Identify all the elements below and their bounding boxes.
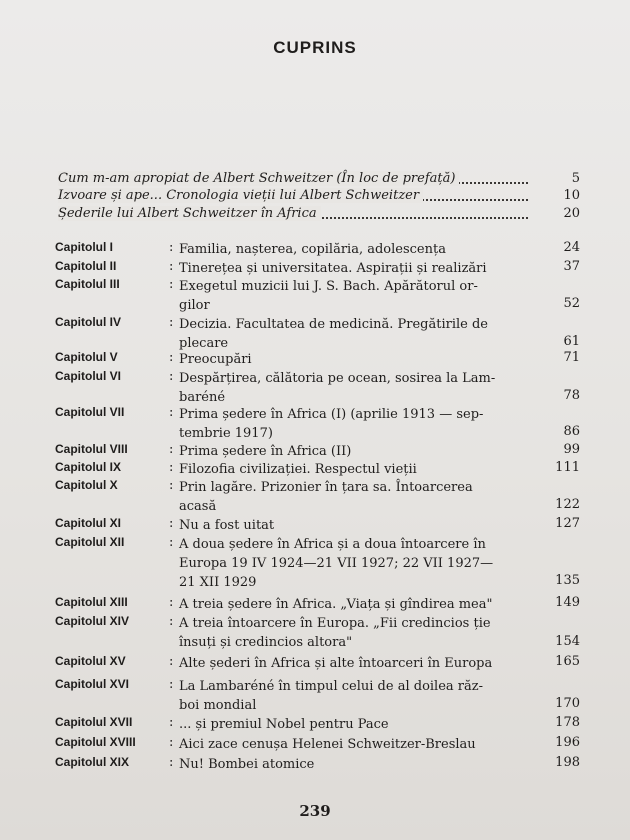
chapter-label: Capitolul XII	[55, 535, 125, 549]
separator-colon: :	[169, 478, 174, 493]
chapter-title	[179, 614, 539, 652]
chapter-label: Capitolul XVI	[55, 677, 130, 691]
chapter-title-line: însuți și credincios altora"	[179, 635, 353, 650]
chapter-title-line: Despărțirea, călătoria pe ocean, sosirea la Lam-	[179, 371, 496, 386]
chapter-page-number: 178	[555, 715, 580, 730]
chapter-title-line: Nu! Bombei atomice	[179, 757, 315, 772]
intro-entry-title: Cum m-am apropiat de Albert Schweitzer (În loc de prefață)	[58, 171, 459, 186]
chapter-page-number: 99	[563, 442, 580, 457]
chapter-title	[179, 535, 539, 592]
chapter-title	[179, 405, 539, 443]
chapter-label: Capitolul III	[55, 277, 120, 291]
intro-entry	[58, 206, 528, 221]
chapter-label: Capitolul VI	[55, 369, 121, 383]
chapter-title	[179, 259, 539, 278]
chapter-title-line: plecare	[179, 336, 229, 351]
separator-colon: :	[169, 535, 174, 550]
chapter-label: Capitolul XVII	[55, 715, 133, 729]
chapter-title-line: Filozofia civilizației. Respectul vieții	[179, 462, 417, 477]
separator-colon: :	[169, 240, 174, 255]
separator-colon: :	[169, 654, 174, 669]
chapter-title-line: ... și premiul Nobel pentru Pace	[179, 717, 389, 732]
chapter-title	[179, 442, 539, 461]
chapter-page-number: 122	[555, 497, 580, 512]
chapter-title	[179, 350, 539, 369]
separator-colon: :	[169, 277, 174, 292]
chapter-label: Capitolul IV	[55, 315, 121, 329]
separator-colon: :	[169, 405, 174, 420]
page-number: 239	[299, 802, 331, 820]
chapter-label: Capitolul XIII	[55, 595, 128, 609]
chapter-label: Capitolul XI	[55, 516, 121, 530]
chapter-page-number: 135	[555, 573, 580, 588]
separator-colon: :	[169, 442, 174, 457]
chapter-label: Capitolul I	[55, 240, 113, 254]
chapter-page-number: 52	[563, 296, 580, 311]
chapter-title	[179, 755, 539, 774]
chapter-title-line: gilor	[179, 298, 210, 313]
chapter-title-line: acasă	[179, 499, 217, 514]
chapter-title-line: Decizia. Facultatea de medicină. Pregătirile de	[179, 317, 489, 332]
chapter-page-number: 198	[555, 755, 580, 770]
chapter-title	[179, 677, 539, 715]
chapter-page-number: 61	[563, 334, 580, 349]
chapter-title-line: Preocupări	[179, 352, 252, 367]
intro-entry	[58, 188, 528, 203]
intro-entry	[58, 171, 528, 186]
chapter-title-line: Prima ședere în Africa (I) (aprilie 1913 — sep-	[179, 407, 484, 422]
separator-colon: :	[169, 614, 174, 629]
chapter-page-number: 170	[555, 696, 580, 711]
chapter-title	[179, 735, 539, 754]
separator-colon: :	[169, 755, 174, 770]
separator-colon: :	[169, 350, 174, 365]
separator-colon: :	[169, 315, 174, 330]
separator-colon: :	[169, 595, 174, 610]
chapter-page-number: 24	[563, 240, 580, 255]
separator-colon: :	[169, 259, 174, 274]
separator-colon: :	[169, 369, 174, 384]
chapter-label: Capitolul XVIII	[55, 735, 136, 749]
chapter-page-number: 165	[555, 654, 580, 669]
separator-colon: :	[169, 735, 174, 750]
page-title: CUPRINS	[273, 38, 357, 57]
chapter-title-line: baréné	[179, 390, 226, 405]
intro-page-number: 5	[571, 171, 580, 186]
separator-colon: :	[169, 677, 174, 692]
separator-colon: :	[169, 715, 174, 730]
chapter-page-number: 127	[555, 516, 580, 531]
chapter-label: Capitolul XIV	[55, 614, 130, 628]
chapter-label: Capitolul VIII	[55, 442, 128, 456]
chapter-page-number: 71	[563, 350, 580, 365]
chapter-page-number: 111	[555, 460, 580, 475]
chapter-title	[179, 460, 539, 479]
chapter-page-number: 149	[555, 595, 580, 610]
chapter-label: Capitolul IX	[55, 460, 121, 474]
chapter-title	[179, 277, 539, 315]
chapter-title-line: A treia întoarcere în Europa. „Fii credincios ție	[179, 616, 491, 631]
chapter-title-line: Familia, nașterea, copilăria, adolescența	[179, 242, 446, 257]
intro-page-number: 20	[563, 206, 580, 221]
chapter-title	[179, 715, 539, 734]
chapter-title-line: Prima ședere în Africa (II)	[179, 444, 352, 459]
intro-entry-title: Șederile lui Albert Schweitzer în Africa	[58, 206, 321, 221]
chapter-label: Capitolul II	[55, 259, 117, 273]
chapter-title	[179, 240, 539, 259]
chapter-title-line: La Lambaréné în timpul celui de al doilea răz-	[179, 679, 483, 694]
intro-page-number: 10	[563, 188, 580, 203]
chapter-title-line: Aici zace cenușa Helenei Schweitzer-Breslau	[179, 737, 476, 752]
chapter-title	[179, 654, 539, 673]
separator-colon: :	[169, 516, 174, 531]
chapter-page-number: 154	[555, 634, 580, 649]
chapter-title	[179, 369, 539, 407]
chapter-title-line: Europa 19 IV 1924—21 VII 1927; 22 VII 1927—	[179, 556, 494, 571]
chapter-title-line: Exegetul muzicii lui J. S. Bach. Apărătorul or-	[179, 279, 478, 294]
chapter-title-line: Nu a fost uitat	[179, 518, 275, 533]
chapter-label: Capitolul XIX	[55, 755, 130, 769]
chapter-title-line: A doua ședere în Africa și a doua întoarcere în	[179, 537, 486, 552]
chapter-title	[179, 516, 539, 535]
chapter-title-line: Tinerețea și universitatea. Aspirații și realizări	[179, 261, 487, 276]
chapter-label: Capitolul V	[55, 350, 118, 364]
chapter-page-number: 196	[555, 735, 580, 750]
chapter-page-number: 37	[563, 259, 580, 274]
chapter-title-line: 21 XII 1929	[179, 575, 257, 590]
chapter-title-line: Alte șederi în Africa și alte întoarceri în Europa	[179, 656, 493, 671]
chapter-page-number: 78	[563, 388, 580, 403]
chapter-title-line: tembrie 1917)	[179, 426, 273, 441]
separator-colon: :	[169, 460, 174, 475]
chapter-title	[179, 478, 539, 516]
chapter-label: Capitolul XV	[55, 654, 126, 668]
chapter-title-line: A treia ședere în Africa. „Viața și gîndirea mea"	[179, 597, 493, 612]
chapter-page-number: 86	[563, 424, 580, 439]
intro-entry-title: Izvoare și ape... Cronologia vieții lui Albert Schweitzer	[58, 188, 423, 203]
chapter-title	[179, 315, 539, 353]
chapter-title-line: Prin lagăre. Prizonier în țara sa. Întoarcerea	[179, 480, 473, 495]
chapter-title-line: boi mondial	[179, 698, 257, 713]
chapter-label: Capitolul VII	[55, 405, 125, 419]
chapter-title	[179, 595, 539, 614]
chapter-label: Capitolul X	[55, 478, 118, 492]
